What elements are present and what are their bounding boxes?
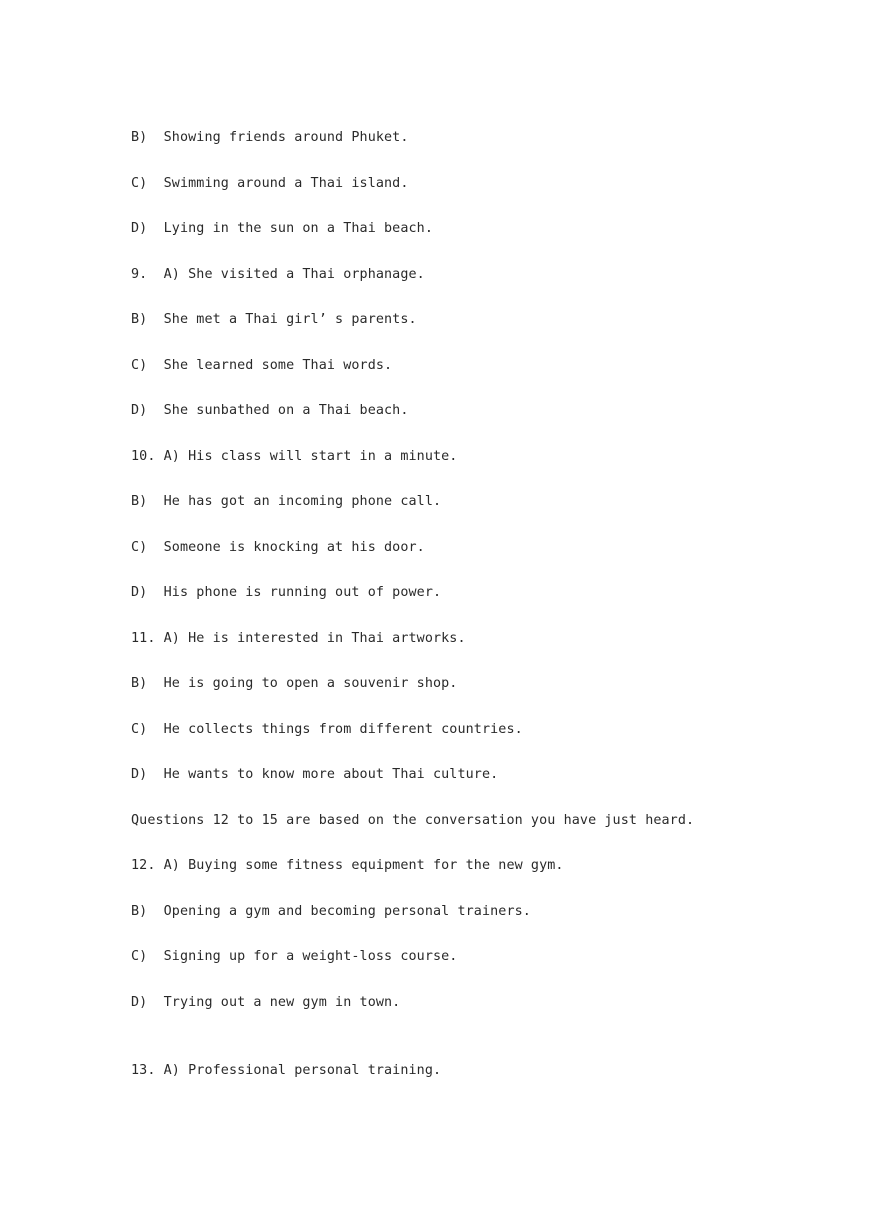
option-10b: B) He has got an incoming phone call.	[131, 494, 442, 509]
question-13-option-a: 13. A) Professional personal training.	[131, 1063, 442, 1078]
option-10c: C) Someone is knocking at his door.	[131, 540, 425, 555]
option-8d: D) Lying in the sun on a Thai beach.	[131, 221, 433, 236]
option-12d: D) Trying out a new gym in town.	[131, 995, 401, 1010]
option-8b: B) Showing friends around Phuket.	[131, 130, 409, 145]
option-9b: B) She met a Thai girl’ s parents.	[131, 312, 417, 327]
option-9d: D) She sunbathed on a Thai beach.	[131, 403, 409, 418]
option-12b: B) Opening a gym and becoming personal trainers.	[131, 904, 531, 919]
option-12c: C) Signing up for a weight-loss course.	[131, 949, 458, 964]
question-11-option-a: 11. A) He is interested in Thai artworks.	[131, 631, 466, 646]
section-instruction: Questions 12 to 15 are based on the conversation you have just heard.	[131, 813, 695, 828]
option-10d: D) His phone is running out of power.	[131, 585, 442, 600]
option-11d: D) He wants to know more about Thai culture.	[131, 767, 499, 782]
option-11c: C) He collects things from different countries.	[131, 722, 523, 737]
question-10-option-a: 10. A) His class will start in a minute.	[131, 449, 458, 464]
question-9-option-a: 9. A) She visited a Thai orphanage.	[131, 267, 425, 282]
option-11b: B) He is going to open a souvenir shop.	[131, 676, 458, 691]
question-12-option-a: 12. A) Buying some fitness equipment for the new gym.	[131, 858, 564, 873]
option-9c: C) She learned some Thai words.	[131, 358, 393, 373]
option-8c: C) Swimming around a Thai island.	[131, 176, 409, 191]
